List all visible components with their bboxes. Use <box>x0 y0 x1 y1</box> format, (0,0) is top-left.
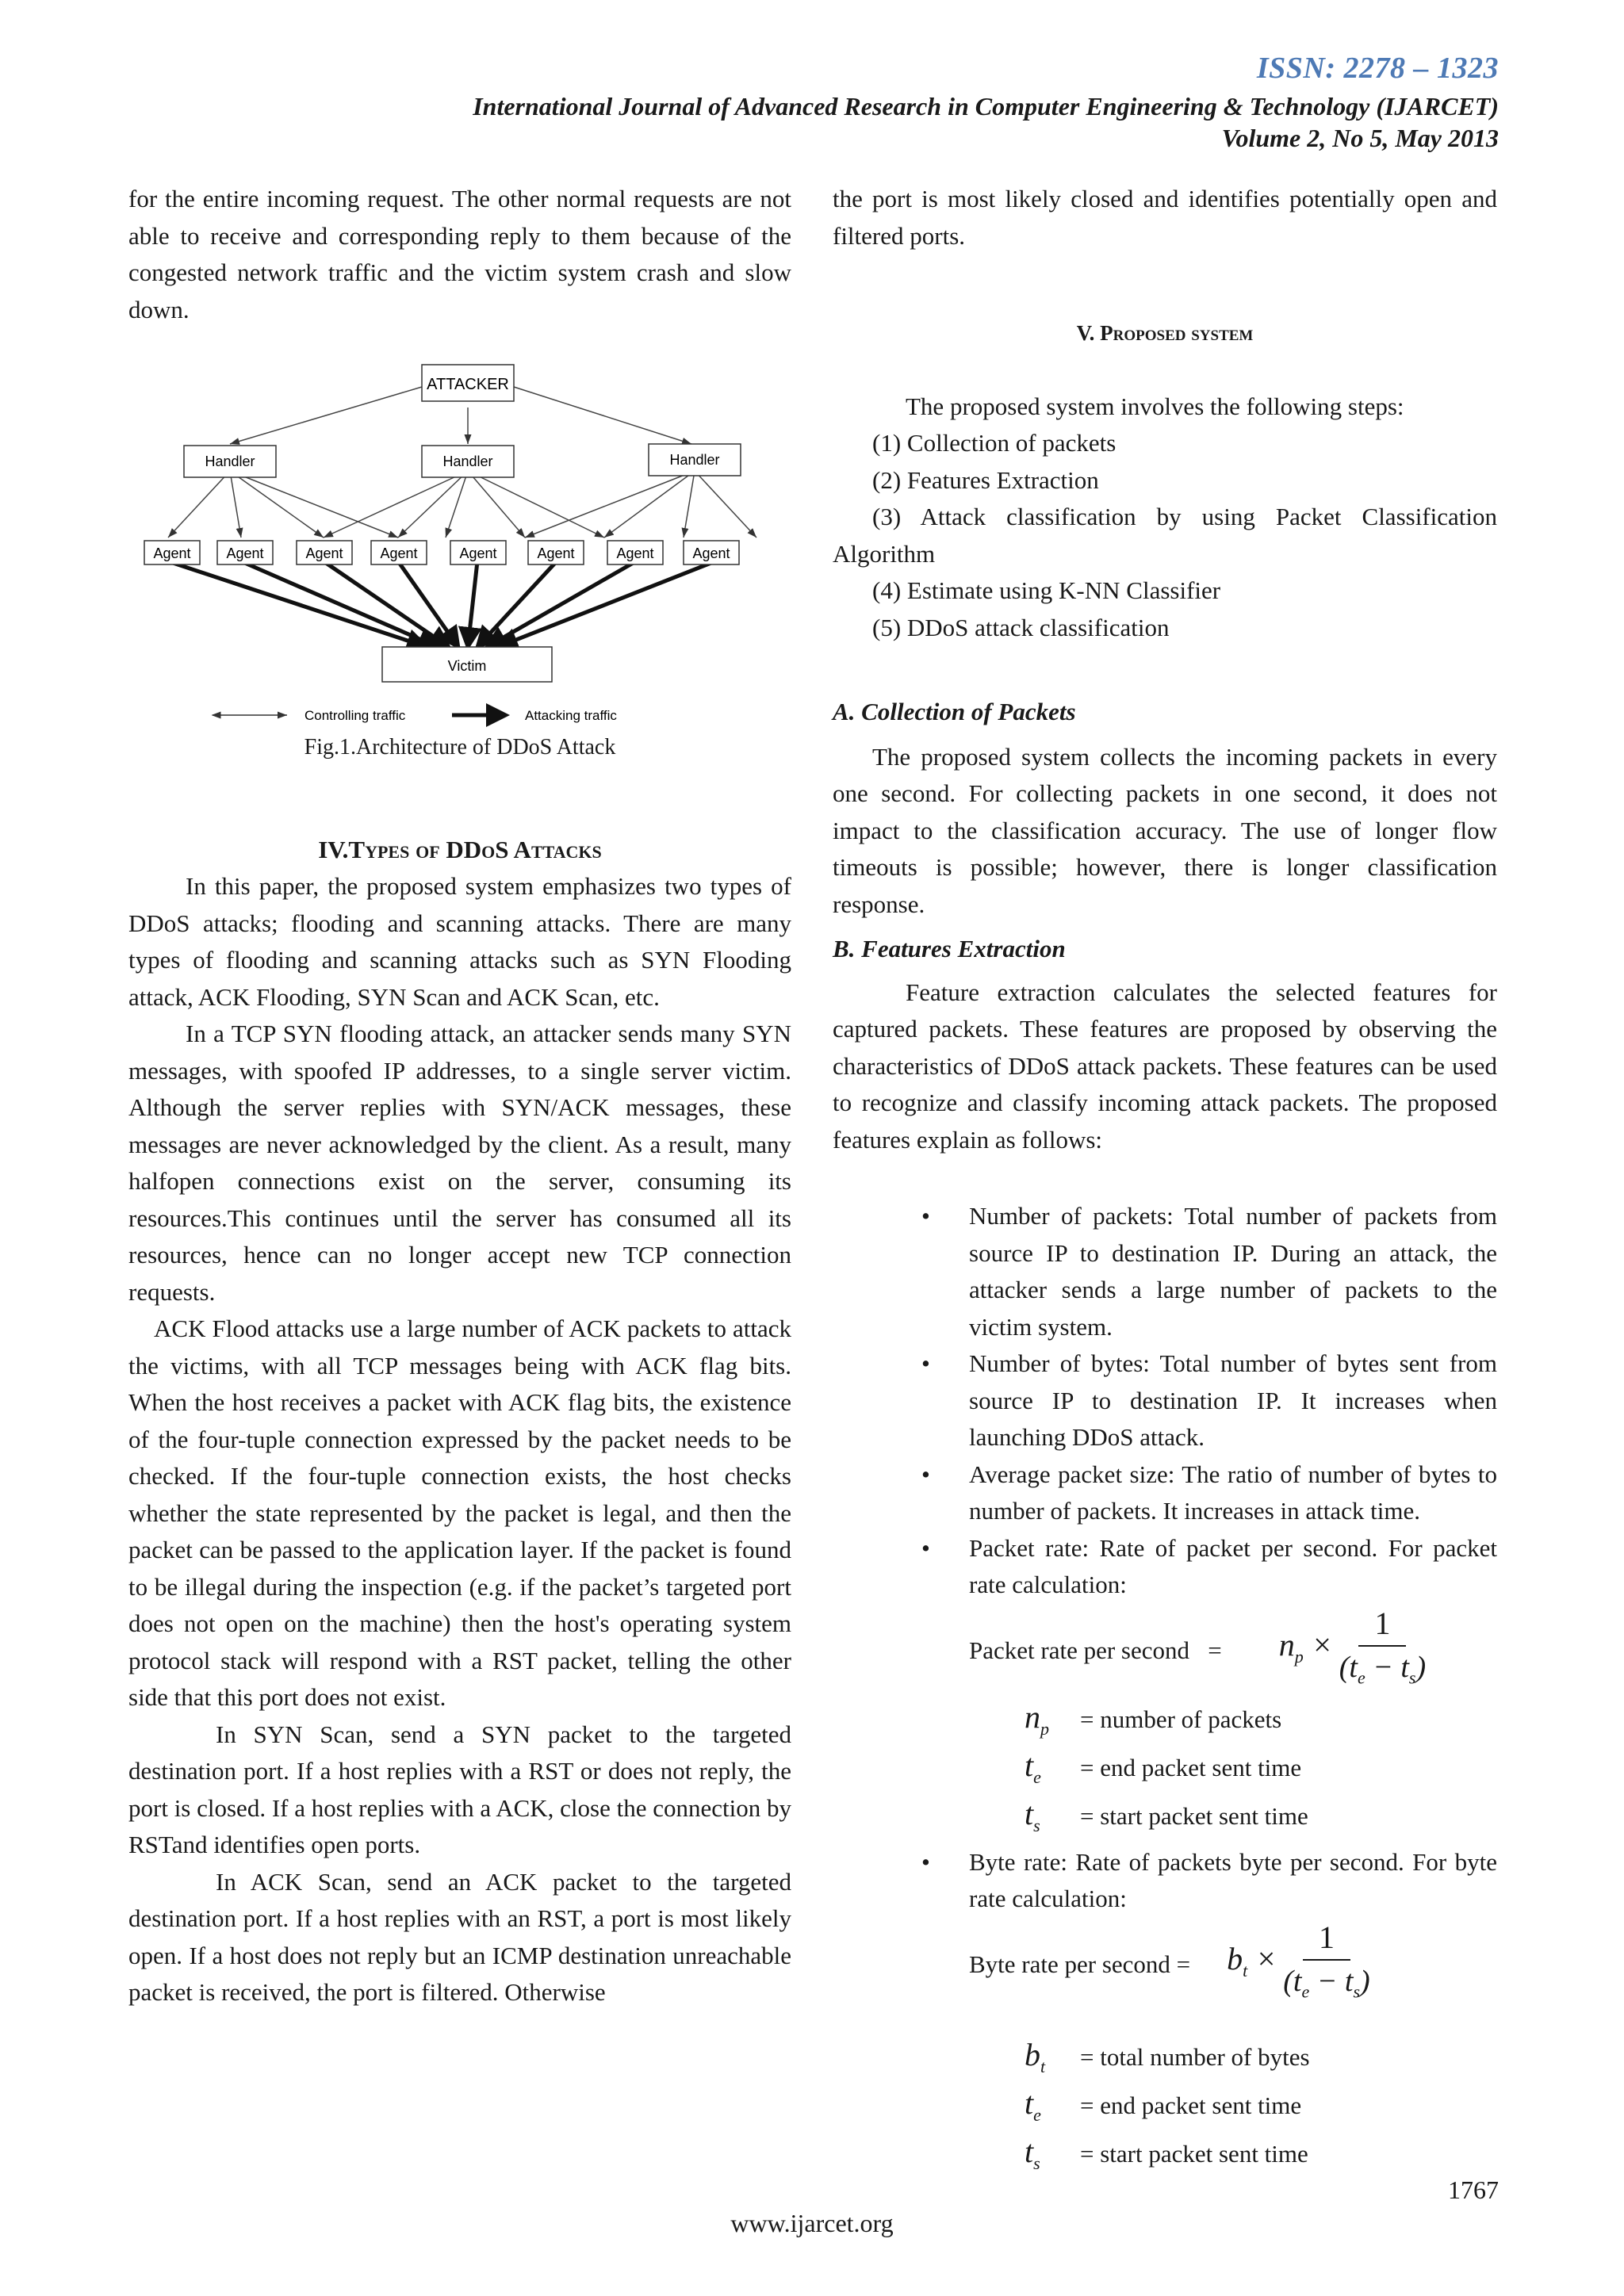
section-iv-title: IV.Types of DDoS Attacks <box>318 835 602 863</box>
section-v-title: V. Proposed system <box>1076 321 1254 345</box>
handler-label: Handler <box>669 452 720 468</box>
list-item: • Average packet size: The ratio of number of bytes to number of packets. It increases in attack time. <box>833 1456 1497 1530</box>
victim-label: Victim <box>447 658 487 674</box>
bullet-icon: • <box>921 1460 930 1488</box>
packet-rate-definitions <box>969 1699 1497 1844</box>
handler-label: Handler <box>205 453 255 469</box>
left-intro-paragraph: for the entire incoming request. The other normal requests are not able to receive and corresponding reply to them because of the congested network traffic and the victim system crash and slow down. <box>128 185 791 323</box>
page-number: 1767 <box>1448 2175 1499 2204</box>
steps-list <box>833 388 1497 647</box>
right-column <box>833 181 1497 2182</box>
issn-header: ISSN: 2278 – 1323 <box>1256 52 1499 85</box>
handler-label: Handler <box>442 453 493 469</box>
list-item: • Packet rate: Rate of packet per second. For packet rate calculation: Packet rate per second = $n_p$ × $\frac{1}{(t_e - t_s)}$ $n_p$ = number of packets $t_e$ = end packet sent time $t_s$ = start packet sent time <box>833 1530 1497 1844</box>
footer-site[interactable]: www.ijarcet.org <box>730 2209 894 2237</box>
feature-list <box>833 1198 1497 2182</box>
figure-caption: Fig.1.Architecture of DDoS Attack <box>304 735 616 760</box>
definition-row: $t_s$ = start packet sent time <box>1025 1795 1308 1835</box>
agent-label: Agent <box>153 545 191 561</box>
byte-rate-label: Byte rate per second = <box>969 1950 1191 1979</box>
agent-label: Agent <box>380 545 418 561</box>
byte-rate-definitions <box>969 2037 1497 2182</box>
attacker-label: ATTACKER <box>427 376 509 393</box>
step-item: (4) Estimate using K-NN Classifier <box>872 576 1221 604</box>
agent-label: Agent <box>616 545 654 561</box>
agent-label: Agent <box>305 545 343 561</box>
formula-fraction: $\frac{1}{(t_e - t_s)}$ <box>1283 1918 1369 2013</box>
legend-control-label: Controlling traffic <box>304 708 406 723</box>
step-item: (1) Collection of packets <box>872 429 1116 457</box>
definition-row: $t_s$ = start packet sent time <box>1025 2133 1308 2173</box>
legend-attack-label: Attacking traffic <box>525 708 617 723</box>
agent-label: Agent <box>459 545 497 561</box>
formula-denominator: $(t_e - t_s)$ <box>1339 1650 1427 1688</box>
list-item: • Number of bytes: Total number of bytes sent from source IP to destination IP. It increases when launching DDoS attack. <box>833 1345 1497 1456</box>
definition-row: $n_p$ = number of packets <box>1025 1698 1282 1739</box>
subsection-b-text: Feature extraction calculates the selected features for captured packets. These features are proposed by observing the characteristics of DDoS attack packets. These features can be used to recognize and classify incoming attack packets. The proposed features explain as follows: <box>833 978 1497 1154</box>
ddos-architecture-figure <box>128 360 791 767</box>
formula-fraction: $\frac{1}{(t_e - t_s)}$ <box>1339 1604 1426 1699</box>
bullet-icon: • <box>921 1349 930 1377</box>
paragraph-ack-scan: In ACK Scan, send an ACK packet to the targeted destination port. If a host replies with an RST, a port is most likely open. If a host does not reply but an ICMP destination unreachable packet is received, the port is filtered. Otherwise <box>128 1867 791 2006</box>
subsection-a-title: A. Collection of Packets <box>833 698 1076 725</box>
volume-info: Volume 2, No 5, May 2013 <box>1221 124 1499 152</box>
agent-label: Agent <box>226 545 264 561</box>
subsection-b-title: B. Features Extraction <box>833 935 1066 962</box>
step-item: (2) Features Extraction <box>872 465 1099 494</box>
formula-bt: b <box>1227 1940 1243 1976</box>
bullet-icon: • <box>921 1847 930 1876</box>
list-item: • Byte rate: Rate of packets byte per second. For byte rate calculation: Byte rate per second = $b_t$ × $\frac{1}{(t_e - t_s)}$ $b_t$ = total number of bytes $t_e$ = end packet sent time $t_s$ = start packet sent time <box>833 1844 1497 2182</box>
attack-lines <box>168 561 715 647</box>
right-intro-paragraph: the port is most likely closed and identifies potentially open and filtered ports. <box>833 185 1497 250</box>
formula-denominator: $(t_e - t_s)$ <box>1283 1964 1370 2002</box>
paragraph-types: In this paper, the proposed system emphasizes two types of DDoS attacks; flooding and scanning attacks. There are many types of flooding and scanning attacks such as SYN Flooding attack, ACK Flooding, SYN Scan and ACK Scan, etc. <box>128 872 791 1011</box>
definition-row: $t_e$ = end packet sent time <box>1025 1747 1302 1787</box>
bullet-icon: • <box>921 1533 930 1562</box>
ddos-diagram <box>128 360 791 733</box>
step-item: (5) DDoS attack classification <box>872 613 1170 641</box>
bullet-icon: • <box>921 1202 930 1230</box>
packet-rate-formula: Packet rate per second = $n_p$ × $\frac{1}{(t_e - t_s)}$ <box>969 1604 1497 1699</box>
steps-intro: The proposed system involves the following steps: <box>906 392 1404 420</box>
paragraph-syn-scan: In SYN Scan, send a SYN packet to the targeted destination port. If a host replies with a RST or does not reply, the port is closed. If a host replies with a ACK, close the connection by RSTand identifies open ports. <box>128 1720 791 1858</box>
agent-label: Agent <box>692 545 730 561</box>
paragraph-syn-flooding: In a TCP SYN flooding attack, an attacker sends many SYN messages, with spoofed IP addresses, to a single server victim. Although the server replies with SYN/ACK messages, these messages are never acknowledged by the client. As a result, many halfopen connections exist on the server, consuming its resources.This continues until the server has consumed all its resources, hence can no longer accept new TCP connection requests. <box>128 1020 791 1306</box>
step-item: (3) Attack classification by using Packet Classification Algorithm <box>833 503 1497 568</box>
list-item: • Number of packets: Total number of packets from source IP to destination IP. During an attack, the attacker sends a large number of packets to the victim system. <box>833 1198 1497 1345</box>
byte-rate-formula: Byte rate per second = $b_t$ × $\frac{1}{(t_e - t_s)}$ <box>969 1918 1497 2013</box>
definition-row: $t_e$ = end packet sent time <box>1025 2084 1302 2125</box>
formula-np: n <box>1278 1626 1295 1663</box>
packet-rate-label: Packet rate per second = <box>969 1636 1222 1665</box>
agent-label: Agent <box>537 545 575 561</box>
subsection-a-text: The proposed system collects the incoming packets in every one second. For collecting packets in one second, it does not impact to the classification accuracy. The use of longer flow timeouts is possible; however, there is longer classification response. <box>833 742 1497 918</box>
definition-row: $b_t$ = total number of bytes <box>1025 2036 1310 2076</box>
left-column <box>128 181 791 2011</box>
journal-title: International Journal of Advanced Research in Computer Engineering & Technology (IJARCET) <box>473 92 1499 121</box>
paragraph-ack-flood: ACK Flood attacks use a large number of ACK packets to attack the victims, with all TCP messages being with ACK flag bits. When the host receives a packet with ACK flag bits, the existence of the four-tuple connection expressed by the packet needs to be checked. If the four-tuple connection exists, the host checks whether the state represented by the packet is legal, and then the packet can be passed to the application layer. If the packet is found to be illegal during the inspection (e.g. if the packet’s targeted port does not open on the machine) then the host's operating system protocol stack will respond with a RST packet, telling the other side that this port does not exist. <box>128 1314 791 1711</box>
